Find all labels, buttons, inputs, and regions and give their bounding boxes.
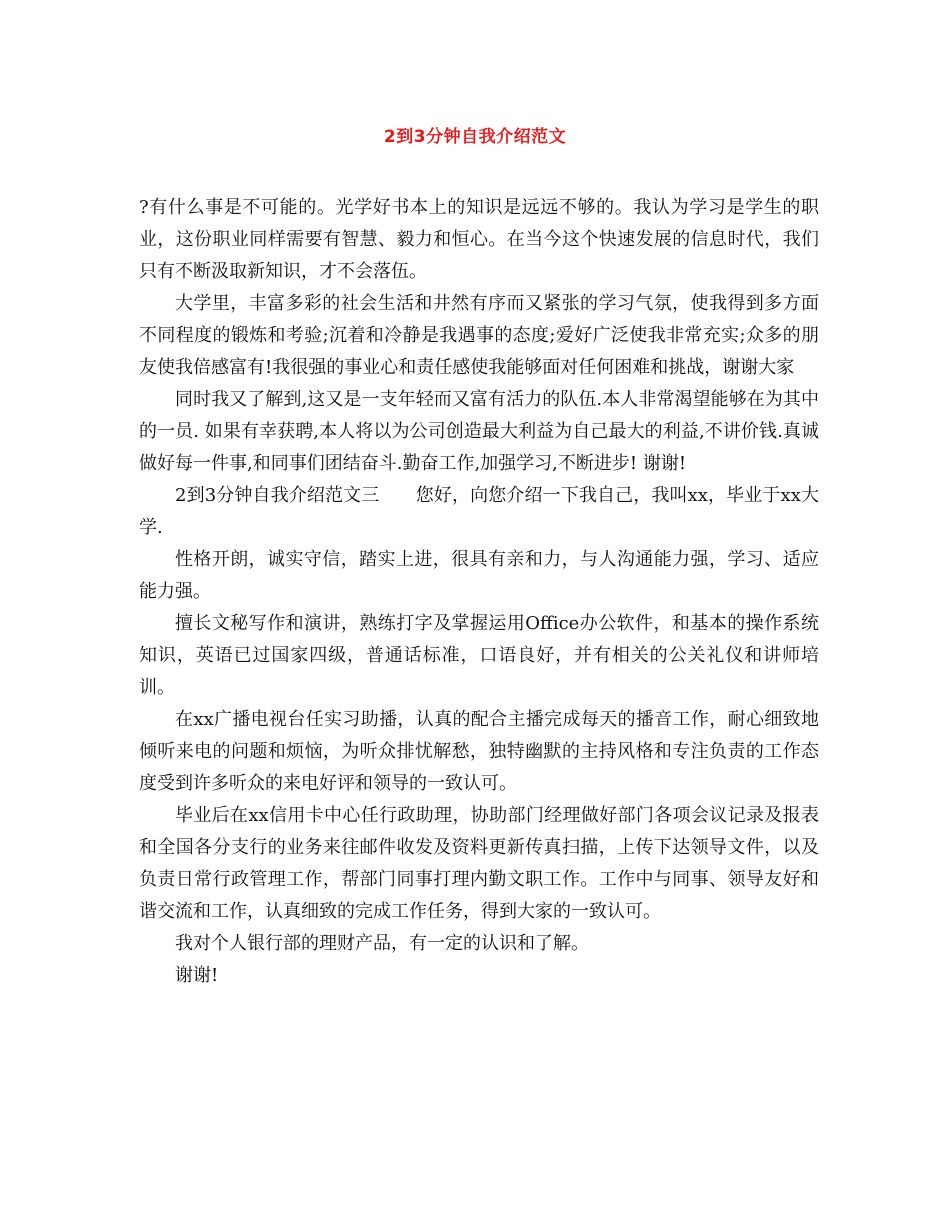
paragraph-6: 擅长文秘写作和演讲，熟练打字及掌握运用Office办公软件，和基本的操作系统知识，英语已过国家四级，普通话标准，口语良好，并有相关的公关礼仪和讲师培训。 bbox=[139, 613, 819, 698]
document-title: 2到3分钟自我介绍范文 bbox=[383, 127, 567, 147]
paragraph-9: 我对个人银行部的理财产品，有一定的认识和了解。 bbox=[175, 933, 589, 954]
paragraph-2: 大学里，丰富多彩的社会生活和井然有序而又紧张的学习气氛，使我得到多方面不同程度的锻炼和考验;沉着和冷静是我遇事的态度;爱好广泛使我非常充实;众多的朋友使我倍感富有!我很强的事业心和责任感使我能够面对任何困难和挑战，谢谢大家 bbox=[139, 293, 819, 378]
paragraph-5: 性格开朗，诚实守信，踏实上进，很具有亲和力，与人沟通能力强，学习、适应能力强。 bbox=[139, 549, 819, 602]
paragraph-1: ?有什么事是不可能的。光学好书本上的知识是远远不够的。我认为学习是学生的职业，这份职业同样需要有智慧、毅力和恒心。在当今这个快速发展的信息时代，我们只有不断汲取新知识，才不会落伍。 bbox=[139, 197, 819, 282]
paragraph-8: 毕业后在xx信用卡中心任行政助理，协助部门经理做好部门各项会议记录及报表和全国各分支行的业务来往邮件收发及资料更新传真扫描，上传下达领导文件，以及负责日常行政管理工作，帮部门同事打理内勤文职工作。工作中与同事、领导友好和谐交流和工作，认真细致的完成工作任务，得到大家的一致认可。 bbox=[139, 805, 819, 922]
document-body bbox=[139, 192, 819, 992]
paragraph-7: 在xx广播电视台任实习助播，认真的配合主播完成每天的播音工作，耐心细致地倾听来电的问题和烦恼，为听众排忧解愁，独特幽默的主持风格和专注负责的工作态度受到许多听众的来电好评和领导的一致认可。 bbox=[139, 709, 819, 794]
paragraph-10: 谢谢! bbox=[175, 965, 219, 986]
paragraph-3: 同时我又了解到,这又是一支年轻而又富有活力的队伍.本人非常渴望能够在为其中的一员. 如果有幸获聘,本人将以为公司创造最大利益为自己最大的利益,不讲价钱.真诚做好每一件事,和同事们团结奋斗.勤奋工作,加强学习,不断进步! 谢谢! bbox=[139, 389, 819, 474]
paragraph-4: 2到3分钟自我介绍范文三 您好，向您介绍一下我自己，我叫xx，毕业于xx大学. bbox=[139, 485, 819, 538]
